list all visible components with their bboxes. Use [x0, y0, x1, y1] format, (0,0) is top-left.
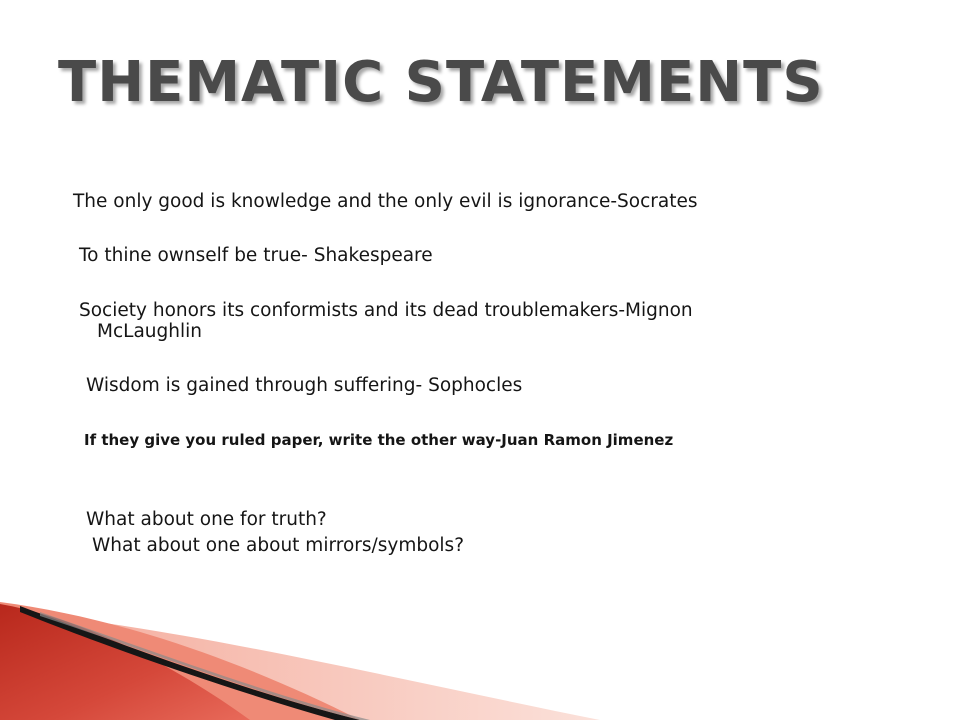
question-truth: What about one for truth? [86, 509, 327, 530]
statement-shakespeare: To thine ownself be true- Shakespeare [79, 245, 433, 266]
statement-sophocles: Wisdom is gained through suffering- Sophocles [86, 375, 523, 396]
statement-mclaughlin-line1: Society honors its conformists and its dead troublemakers-Mignon [79, 300, 693, 321]
statement-socrates: The only good is knowledge and the only evil is ignorance-Socrates [73, 191, 698, 212]
statement-jimenez: If they give you ruled paper, write the other way-Juan Ramon Jimenez [84, 431, 674, 449]
slide-title: THEMATIC STATEMENTS [58, 50, 824, 115]
question-mirrors: What about one about mirrors/symbols? [92, 535, 465, 556]
statement-mclaughlin-line2: McLaughlin [97, 321, 202, 342]
statement-mclaughlin [79, 298, 849, 344]
